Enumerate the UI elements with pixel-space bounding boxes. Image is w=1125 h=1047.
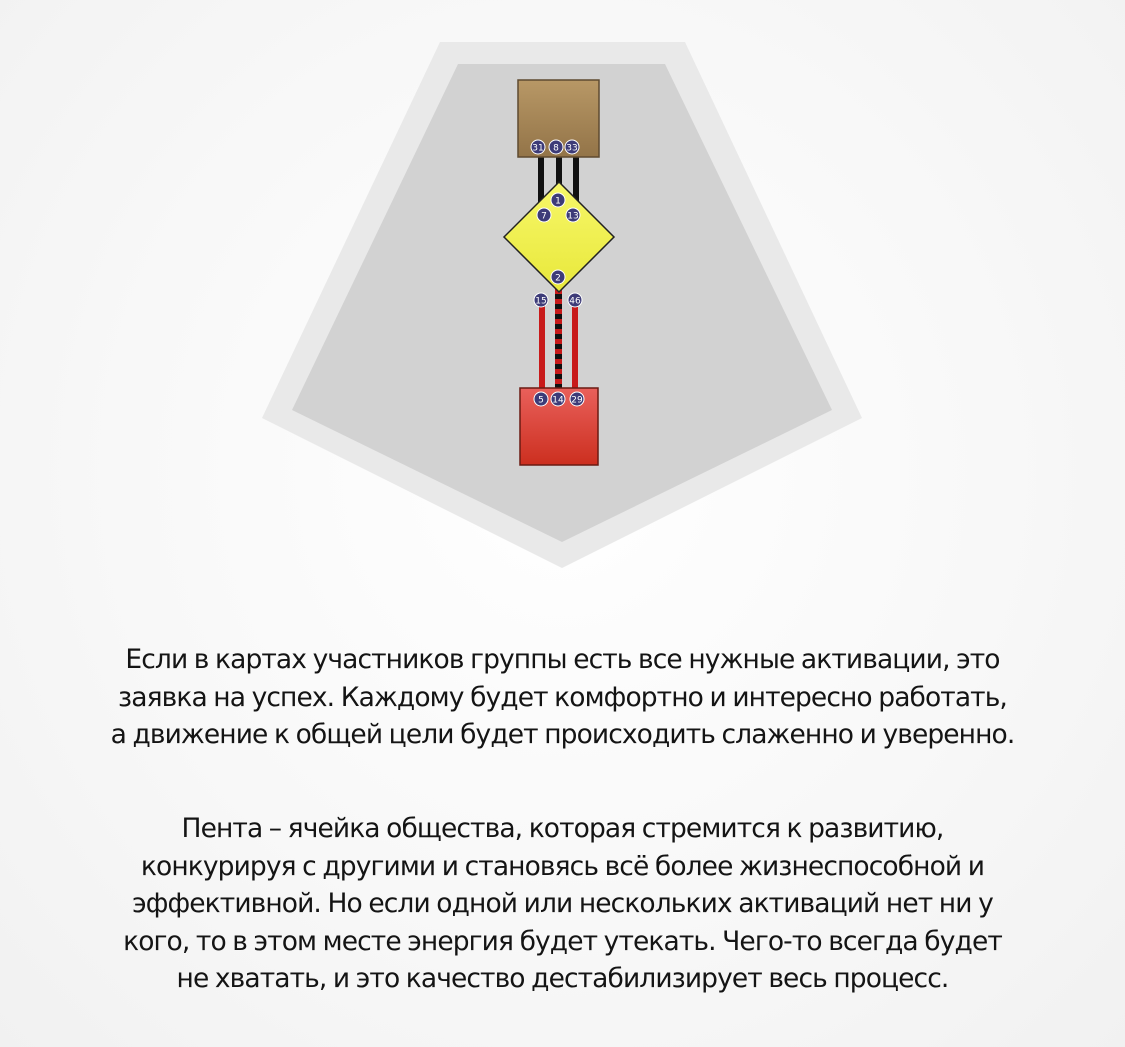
paragraph-line: заявка на успех. Каждому будет комфортно и интересно работать, [118, 681, 1007, 713]
gate-badge-7 [537, 208, 551, 222]
svg-text:7: 7 [541, 211, 547, 222]
svg-text:29: 29 [571, 395, 583, 406]
gate-badge-29 [570, 392, 584, 406]
paragraph-line: а движение к общей цели будет происходить слаженно и уверенно. [110, 719, 1015, 750]
paragraph-line: конкурируя с другими и становясь всё более жизнеспособной и [140, 850, 985, 882]
gate-badge-46 [568, 293, 582, 307]
svg-text:1: 1 [555, 196, 561, 207]
svg-text:46: 46 [569, 296, 581, 307]
svg-text:13: 13 [567, 211, 579, 222]
gate-badge-8 [549, 140, 563, 154]
paragraph-line: Если в картах участников группы есть все нужные активации, это [125, 644, 1000, 675]
gate-badge-5 [534, 392, 548, 406]
paragraph-line: не хватать, и это качество дестабилизирует весь процесс. [176, 963, 949, 994]
svg-text:2: 2 [555, 273, 561, 284]
gate-badge-13 [566, 208, 580, 222]
svg-text:31: 31 [532, 143, 544, 154]
paragraph-success [40, 641, 1085, 754]
svg-text:33: 33 [566, 143, 578, 154]
gate-badge-15 [534, 293, 548, 307]
channel-15-5 [539, 306, 545, 392]
paragraph-line: эффективной. Но если одной или нескольких активаций нет ни у [132, 888, 993, 919]
svg-text:14: 14 [552, 395, 564, 406]
gate-badge-2 [551, 270, 565, 284]
channel-46-29 [572, 306, 578, 392]
gate-badge-1 [551, 193, 565, 207]
paragraph-penta [40, 810, 1085, 998]
gate-badge-31 [531, 140, 545, 154]
svg-text:15: 15 [535, 296, 547, 307]
gate-badge-33 [565, 140, 579, 154]
paragraph-line: кого, то в этом месте энергия будет утекать. Чего-то всегда будет [123, 925, 1002, 957]
paragraph-line: Пента – ячейка общества, которая стремится к развитию, [181, 813, 944, 844]
svg-text:5: 5 [538, 395, 544, 406]
svg-text:8: 8 [553, 143, 559, 154]
gate-badge-14 [551, 392, 565, 406]
